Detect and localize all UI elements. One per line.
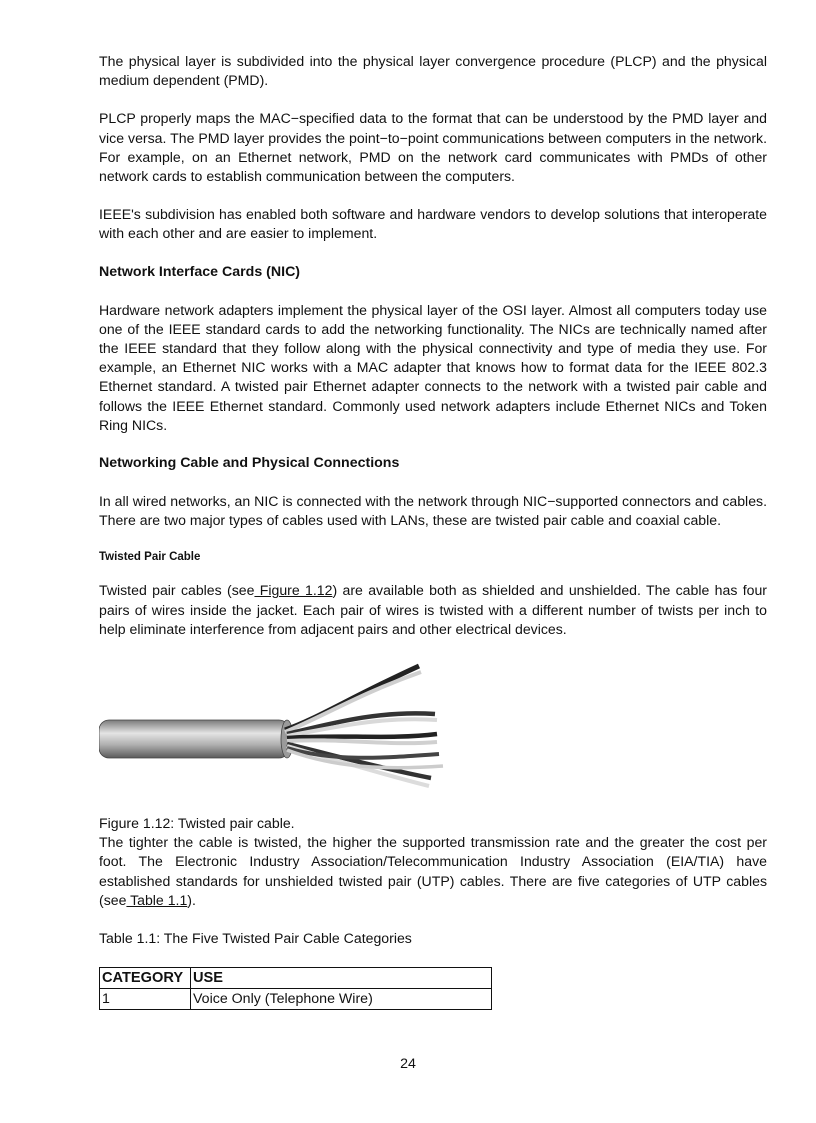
- paragraph-plcp: PLCP properly maps the MAC−specified data to the format that can be understood by the PMD layer and vice versa. The PMD layer provides the point−to−point communications between computers in the network. For example, on an Ethernet network, PMD on the network card communicates with PMDs of other network cards to establish communication between the computers.: [99, 110, 767, 185]
- tp-text-post: ) are available both as shielded and unshielded. The cable has four pairs of wires inside the jacket. Each pair of wires is twisted with a different number of twists per inch to help eliminate interference from adjacent pairs and other electrical devices.: [99, 582, 767, 637]
- table-header-row: [100, 968, 492, 989]
- table-caption: Table 1.1: The Five Twisted Pair Cable Categories: [99, 930, 412, 947]
- table-cell-use: Voice Only (Telephone Wire): [191, 989, 492, 1010]
- paragraph-nic: Hardware network adapters implement the physical layer of the OSI layer. Almost all computers today use one of the IEEE standard cards to add the networking functionality. The NICs are technically named after the IEEE standard that they follow along with the physical connectivity and type of media they use. For example, an Ethernet NIC works with a MAC adapter that knows how to format data for the IEEE 802.3 Ethernet standard. A twisted pair Ethernet adapter connects to the network with a twisted pair cable and follows the IEEE Ethernet standard. Commonly used network adapters include Ethernet NICs and Token Ring NICs.: [99, 301, 767, 433]
- document-page: [99, 52, 767, 1010]
- table-header-category: CATEGORY: [100, 968, 191, 989]
- paragraph-utp-categories: [99, 833, 767, 910]
- paragraph-physical-layer: The physical layer is subdivided into the physical layer convergence procedure (PLCP) and the physical medium dependent (PMD).: [99, 53, 767, 89]
- paragraph-twisted-pair: [99, 581, 767, 639]
- cable-categories-table: [99, 967, 492, 1010]
- tp-text-pre: Twisted pair cables (see: [99, 582, 255, 599]
- table-header-use: USE: [191, 968, 492, 989]
- paragraph-cable: In all wired networks, an NIC is connected with the network through NIC−supported connectors and cables. There are two major types of cables used with LANs, these are twisted pair cable and coaxial cable.: [99, 493, 767, 529]
- twisted-pair-cable-figure: [99, 658, 767, 814]
- utp-text-pre: The tighter the cable is twisted, the higher the supported transmission rate and the greater the cost per foot. The Electronic Industry Association/Telecommunication Industry Association (EIA/TIA) have established standards for unshielded twisted pair (UTP) cables. There are five categories of UTP cables (see: [99, 834, 767, 908]
- heading-cable: Networking Cable and Physical Connections: [99, 455, 400, 472]
- table-link[interactable]: Table 1.1: [126, 891, 188, 908]
- figure-caption: Figure 1.12: Twisted pair cable.: [99, 815, 295, 832]
- twisted-pair-cable-image: [99, 658, 459, 814]
- table-row: [100, 989, 492, 1010]
- figure-link[interactable]: Figure 1.12: [254, 582, 333, 599]
- subheading-twisted-pair: Twisted Pair Cable: [99, 551, 201, 564]
- page-number: 24: [400, 1056, 416, 1072]
- utp-text-post: ).: [187, 891, 196, 908]
- table-cell-category: 1: [100, 989, 191, 1010]
- heading-nic: Network Interface Cards (NIC): [99, 263, 301, 280]
- paragraph-ieee-subdivision: IEEE's subdivision has enabled both software and hardware vendors to develop solutions that interoperate with each other and are easier to implement.: [99, 206, 767, 242]
